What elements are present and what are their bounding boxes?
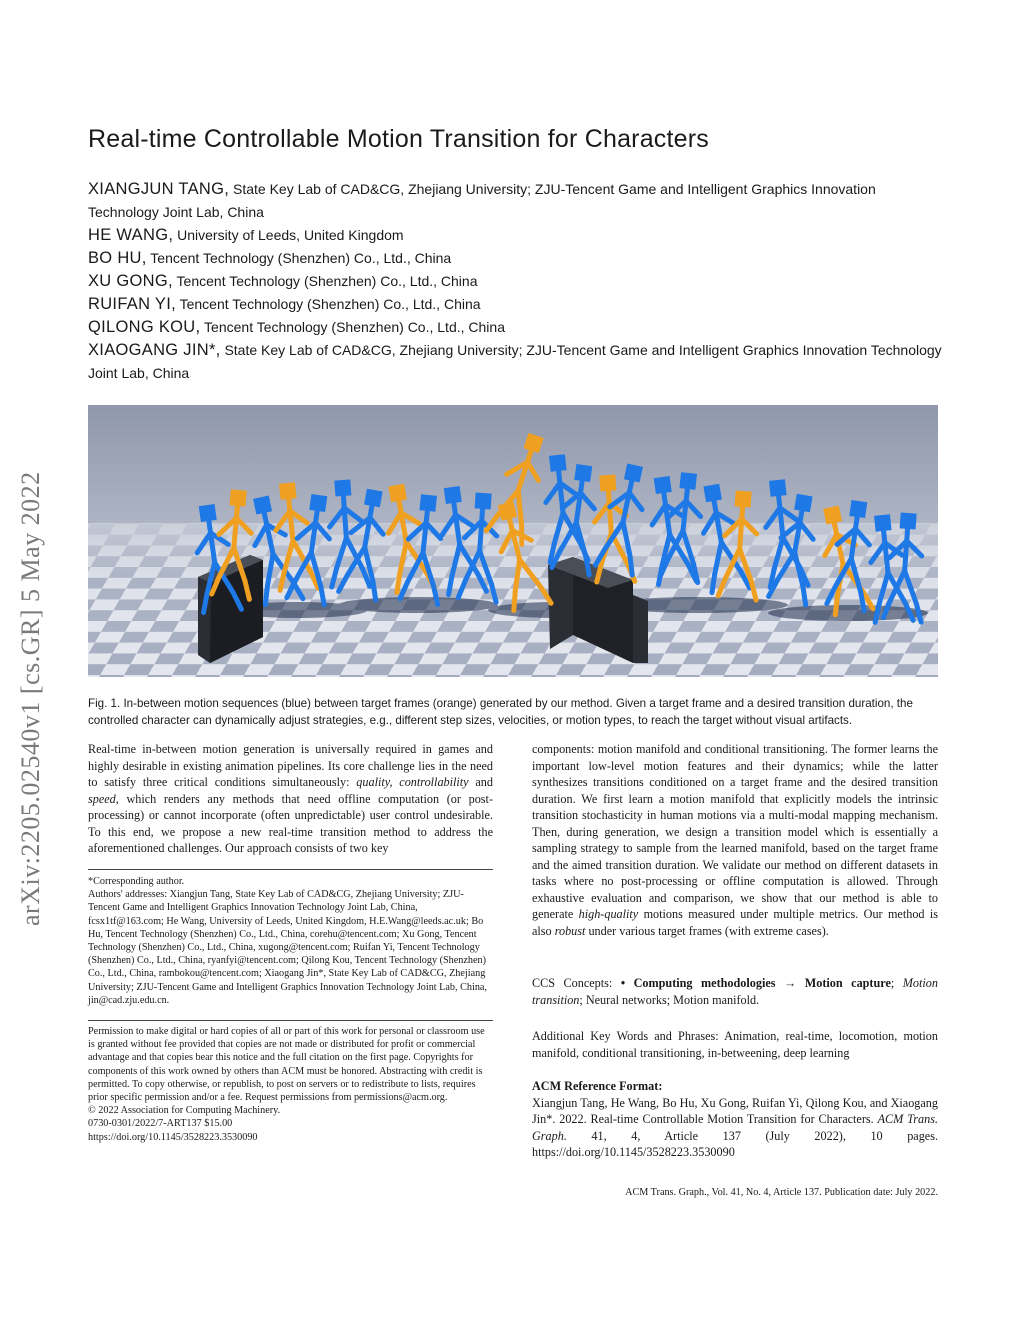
abstract-right [532, 741, 938, 939]
footnote-rule [88, 869, 493, 870]
keywords-text: Additional Key Words and Phrases: Animation, real-time, locomotion, motion manifold, conditional transitioning, in-betweening, deep learning [532, 1029, 938, 1060]
ccs-emphasis: Motion transition [532, 976, 938, 1007]
paper-title: Real-time Controllable Motion Transition for Characters [88, 125, 709, 153]
footnote-addresses [88, 875, 493, 1007]
acm-ref-text: Xiangjun Tang, He Wang, Bo Hu, Xu Gong, Ruifan Yi, Qilong Kou, and Xiaogang Jin*. 2022. Real-time Controllable Motion Transition for Characters. [532, 1095, 938, 1126]
author-entry [88, 339, 948, 385]
acm-ref-journal: ACM Trans. Graph. [532, 1112, 938, 1143]
author-affiliation: University of Leeds, United Kingdom [173, 227, 404, 243]
running-footer: ACM Trans. Graph., Vol. 41, No. 4, Article 137. Publication date: July 2022. [625, 1187, 938, 1198]
author-entry [88, 224, 948, 247]
author-name: HE WANG, [88, 226, 174, 244]
permission-text: Permission to make digital or hard copies of all or part of this work for personal or classroom use is granted without fee provided that copies are not made or distributed for profit or commercial advantage and that copies bear this notice and the full citation on the first page. Copyrights for components of this work owned by others than ACM must be honored. Abstracting with credit is permitted. To copy otherwise, or republish, to post on servers or to redistribute to lists, requires prior specific permission and/or a fee. Request permissions from permissions@acm.org. [88, 1026, 485, 1104]
author-entry [88, 270, 948, 293]
issn-text: 0730-0301/2022/7-ART137 $15.00 [88, 1118, 233, 1130]
author-list [88, 178, 948, 385]
author-affiliation: Tencent Technology (Shenzhen) Co., Ltd., China [172, 273, 478, 289]
abstract-text: and [468, 775, 493, 789]
author-entry [88, 293, 948, 316]
arxiv-stamp: arXiv:2205.02540v1 [cs.GR] 5 May 2022 [16, 471, 45, 926]
abstract-text: Real-time in-between motion generation is universally required in games and highly desirable in existing animation pipelines. Its core challenge lies in the need to satisfy three critical conditions simultaneously: [88, 742, 493, 789]
permission-notice [88, 1025, 493, 1144]
corresponding-note: *Corresponding author. [88, 876, 185, 887]
author-affiliation: State Key Lab of CAD&CG, Zhejiang University; ZJU-Tencent Game and Intelligent Graphics Innovation Technology Joint Lab, China [88, 181, 876, 220]
author-name: XIANGJUN TANG, [88, 180, 230, 198]
author-affiliation: State Key Lab of CAD&CG, Zhejiang University; ZJU-Tencent Game and Intelligent Graphics Innovation Technology Joint Lab, China [88, 342, 942, 381]
author-name: XU GONG, [88, 272, 173, 290]
author-affiliation: Tencent Technology (Shenzhen) Co., Ltd., China [146, 250, 452, 266]
author-name: QILONG KOU, [88, 318, 201, 336]
abstract-text: components: motion manifold and conditional transitioning. The former learns the important low-level motion features and their dynamics; while the latter synthesizes transitions conditioned on a target frame and the desired transition duration. We first learn a motion manifold that explicitly models the intrinsic transition stochasticity in human motions via a multi-modal mapping mechanism. Then, during generation, we design a transition model which is essentially a sampling strategy to sample from the learned manifold, based on the target frame and the aimed transition duration. We validate our method on different datasets in tasks where no post-processing or offline computation is allowed. Through exhaustive evaluation and comparison, we show that our method is able to generate [532, 742, 938, 921]
author-entry [88, 178, 948, 224]
acm-reference [532, 1078, 938, 1161]
acm-ref-text: 41, 4, Article 137 (July 2022), 10 pages. https://doi.org/10.1145/3528223.3530090 [532, 1128, 938, 1159]
doi-link[interactable]: https://doi.org/10.1145/3528223.3530090 [88, 1131, 258, 1143]
abstract-left [88, 741, 493, 857]
ccs-concepts [532, 975, 938, 1008]
acm-ref-heading: ACM Reference Format: [532, 1079, 663, 1093]
copyright-text: © 2022 Association for Computing Machinery. [88, 1105, 281, 1117]
abstract-text: , which renders any methods that need offline computation (or post-processing) or cannot incorporate (often unpredictable) user control undesirable. To this end, we propose a new real-time transition method to address the aforementioned challenges. Our approach consists of two key [88, 791, 493, 855]
keywords [532, 1028, 938, 1061]
abstract-emphasis: high-quality [578, 907, 639, 921]
author-name: XIAOGANG JIN*, [88, 341, 221, 359]
ccs-separator: ; [890, 976, 903, 990]
author-affiliation: Tencent Technology (Shenzhen) Co., Ltd., China [200, 319, 505, 335]
author-addresses: Authors' addresses: Xiangjun Tang, State Key Lab of CAD&CG, Zhejiang University; ZJU-Tencent Game and Intelligent Graphics Innovation Technology Joint Lab, China, fcsx1tf@163.com; He Wang, University of Leeds, United Kingdom, H.E.Wang@leeds.ac.uk; Bo Hu, Tencent Technology (Shenzhen) Co., Ltd., China, corehu@tencent.com; Xu Gong, Tencent Technology (Shenzhen) Co., Ltd., China, xugong@tencent.com; Ruifan Yi, Tencent Technology (Shenzhen) Co., Ltd., China, ryanfyi@tencent.com; Qilong Kou, Tencent Technology (Shenzhen) Co., Ltd., China, rambokou@tencent.com; Xiaogang Jin*, State Key Lab of CAD&CG, Zhejiang University; ZJU-Tencent Game and Intelligent Graphics Innovation Technology Joint Lab, China, jin@cad.zju.edu.cn. [88, 889, 487, 1006]
ccs-rest: ; Neural networks; Motion manifold. [579, 992, 760, 1007]
ccs-label: CCS Concepts: [532, 976, 621, 990]
teaser-figure [88, 405, 938, 677]
author-affiliation: Tencent Technology (Shenzhen) Co., Ltd., China [175, 296, 481, 312]
footnote-rule [88, 1020, 493, 1021]
abstract-text: motions measured under multiple metrics. Our method is also [532, 907, 938, 938]
abstract-emphasis: quality, controllability [356, 775, 469, 789]
figure-caption: Fig. 1. In-between motion sequences (blue) between target frames (orange) generated by our method. Given a target frame and a desired transition duration, the controlled character can dynamically adjust strategies, e.g., different step sizes, velocities, or motion types, to reach the target without visual artifacts. [88, 697, 913, 727]
abstract-paragraph [88, 741, 493, 857]
abstract-text: under various target frames (with extreme cases). [585, 923, 829, 938]
ccs-primary: • Computing methodologies → Motion capture [620, 976, 891, 990]
abstract-emphasis: speed [88, 791, 116, 806]
author-name: BO HU, [88, 249, 147, 267]
author-entry [88, 247, 948, 270]
abstract-paragraph [532, 741, 938, 939]
abstract-emphasis: robust [554, 923, 586, 938]
author-name: RUIFAN YI, [88, 295, 176, 313]
author-entry [88, 316, 948, 339]
